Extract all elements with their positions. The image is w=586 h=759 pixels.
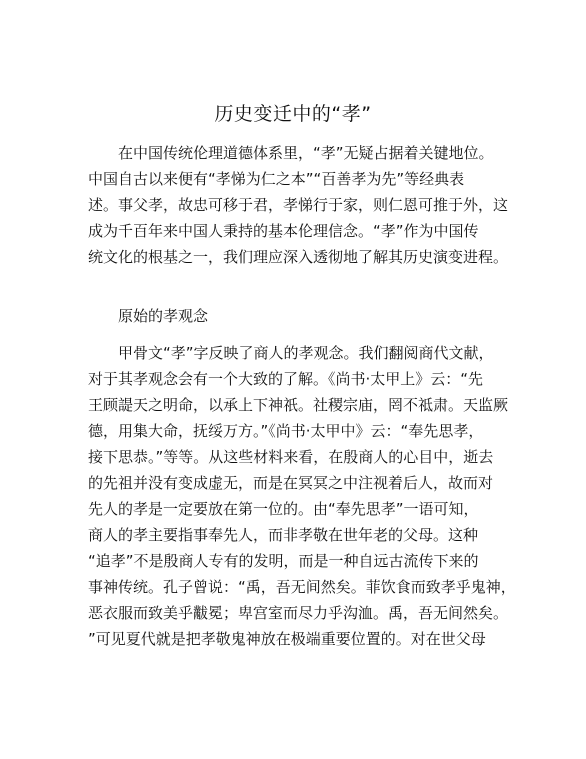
body-line-12: ”可见夏代就是把孝敬鬼神放在极端重要位置的。对在世父母 — [88, 630, 486, 648]
body-line-8: 商人的孝主要指事奉先人，而非孝敬在世年老的父母。这种 — [88, 526, 479, 544]
intro-line-5: 统文化的根基之一，我们理应深入透彻地了解其历史演变进程。 — [88, 248, 509, 266]
section-heading: 原始的孝观念 — [118, 307, 209, 325]
page-title: 历史变迁中的“孝” — [214, 103, 372, 125]
body-line-3: 王顾諟天之明命，以承上下神祇。社稷宗庙，罔不祗肃。天监厥 — [88, 396, 509, 414]
body-line-5: 接下思恭。”等等。从这些材料来看，在殷商人的心目中，逝去 — [88, 448, 494, 466]
intro-line-3: 述。事父孝，故忠可移于君，孝悌行于家，则仁恩可推于外，这 — [88, 196, 509, 214]
intro-line-1: 在中国传统伦理道德体系里，“孝”无疑占据着关键地位。 — [118, 144, 494, 162]
body-line-1: 甲骨文“孝”字反映了商人的孝观念。我们翻阅商代文献， — [118, 344, 494, 362]
body-line-4: 德，用集大命，抚绥万方。”《尚书·太甲中》云：“奉先思孝， — [88, 422, 484, 440]
intro-line-4: 成为千百年来中国人秉持的基本伦理信念。“孝”作为中国传 — [88, 222, 479, 240]
intro-line-2: 中国自古以来便有“孝悌为仁之本”“百善孝为先”等经典表 — [88, 170, 465, 188]
body-line-9: “追孝”不是殷商人专有的发明，而是一种自远古流传下来的 — [88, 552, 479, 570]
body-line-2: 对于其孝观念会有一个大致的了解。《尚书·太甲上》云：“先 — [88, 370, 484, 388]
body-line-11: 恶衣服而致美乎黻冕；卑宫室而尽力乎沟洫。禹，吾无间然矣。 — [88, 604, 509, 622]
body-line-6: 的先祖并没有变成虚无，而是在冥冥之中注视着后人，故而对 — [88, 474, 494, 492]
body-line-7: 先人的孝是一定要放在第一位的。由“奉先思孝”一语可知， — [88, 500, 479, 518]
body-line-10: 事神传统。孔子曾说：“禹，吾无间然矣。菲饮食而致孝乎鬼神， — [88, 578, 516, 596]
